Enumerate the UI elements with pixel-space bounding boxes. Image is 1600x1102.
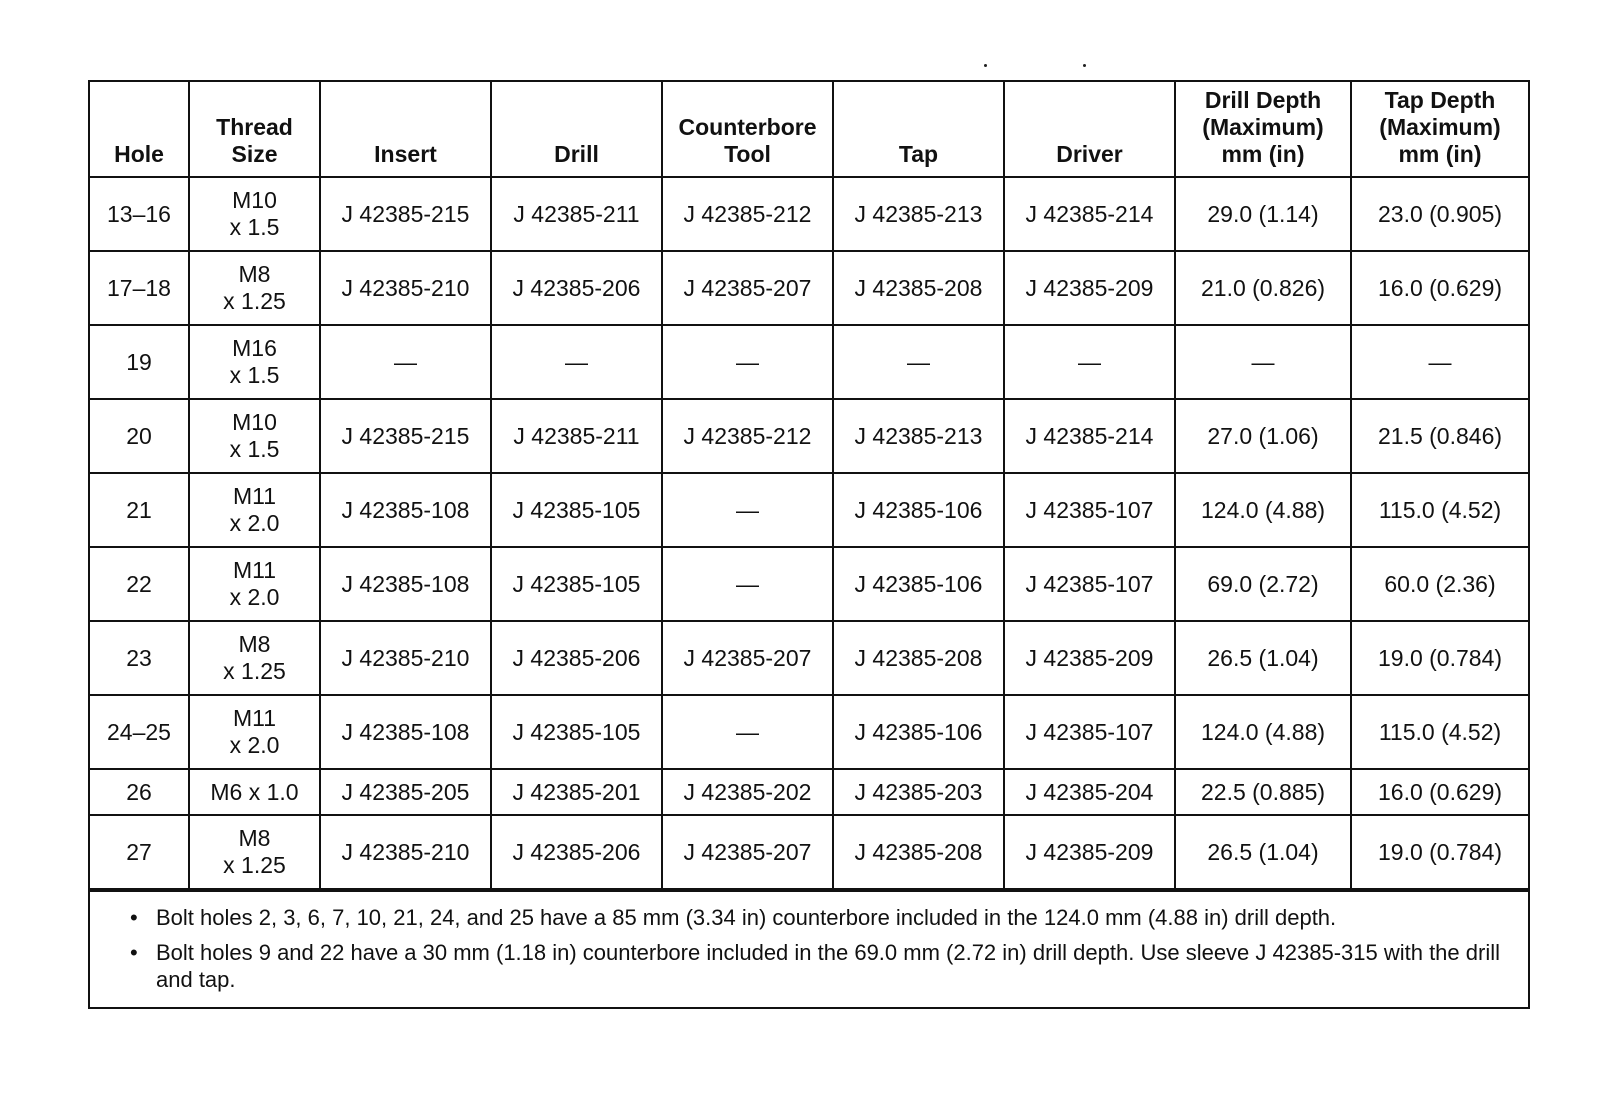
cell-hole: 22 [90,547,189,621]
cell-drill-depth: 29.0 (1.14) [1175,177,1351,251]
table-row [90,473,1528,547]
cell-hole: 23 [90,621,189,695]
cell-hole: 21 [90,473,189,547]
cell-driver: J 42385-209 [1004,251,1175,325]
specification-table-panel [88,80,1530,1009]
cell-drill: J 42385-211 [491,399,662,473]
thread-size-line: M11 [232,483,277,509]
header-thread-size: Thread Size [189,82,320,177]
thread-size-line: M8 [238,825,271,851]
scan-speck [1083,64,1086,67]
thread-size-line: M10 [232,187,277,213]
cell-tap-depth: 60.0 (2.36) [1351,547,1528,621]
header-drill-depth: Drill Depth (Maximum) mm (in) [1175,82,1351,177]
cell-driver: J 42385-107 [1004,695,1175,769]
header-driver: Driver [1004,82,1175,177]
table-row [90,769,1528,815]
cell-tap: J 42385-208 [833,621,1004,695]
cell-drill: J 42385-206 [491,251,662,325]
cell-hole: 26 [90,769,189,815]
cell-driver: J 42385-214 [1004,177,1175,251]
table-row [90,251,1528,325]
thread-size-line: x 1.25 [223,852,286,878]
cell-drill: J 42385-206 [491,815,662,889]
note-text: Bolt holes 9 and 22 have a 30 mm (1.18 in) counterbore included in the 69.0 mm (2.72 in) drill depth. Use sleeve J 42385-315 with the drill and tap. [156,940,1500,992]
thread-size-line: x 1.25 [223,288,286,314]
cell-insert: J 42385-108 [320,695,491,769]
cell-counterbore: J 42385-207 [662,621,833,695]
cell-tap-depth: 19.0 (0.784) [1351,621,1528,695]
cell-drill: J 42385-105 [491,547,662,621]
cell-insert: J 42385-210 [320,251,491,325]
cell-thread [189,251,320,325]
cell-drill-depth: 69.0 (2.72) [1175,547,1351,621]
cell-hole: 20 [90,399,189,473]
cell-insert: J 42385-205 [320,769,491,815]
cell-thread [189,547,320,621]
cell-thread [189,177,320,251]
cell-tap: J 42385-106 [833,547,1004,621]
cell-counterbore: — [662,695,833,769]
cell-counterbore: J 42385-207 [662,815,833,889]
cell-tap: J 42385-106 [833,695,1004,769]
table-row [90,399,1528,473]
thread-size-line: x 2.0 [229,584,280,610]
table-row [90,325,1528,399]
cell-hole: 13–16 [90,177,189,251]
cell-drill-depth: 26.5 (1.04) [1175,815,1351,889]
cell-counterbore: J 42385-212 [662,399,833,473]
header-tap-depth: Tap Depth (Maximum) mm (in) [1351,82,1528,177]
thread-size-line: M8 [238,631,271,657]
table-row [90,815,1528,889]
table-body [90,177,1528,889]
cell-driver: J 42385-107 [1004,547,1175,621]
cell-drill-depth: 21.0 (0.826) [1175,251,1351,325]
cell-thread [189,695,320,769]
thread-size-line: x 1.5 [229,362,280,388]
cell-insert: J 42385-215 [320,177,491,251]
cell-counterbore: J 42385-212 [662,177,833,251]
note-text: Bolt holes 2, 3, 6, 7, 10, 21, 24, and 25 have a 85 mm (3.34 in) counterbore included in the 124.0 mm (4.88 in) drill depth. [156,905,1337,930]
cell-thread [189,769,320,815]
cell-hole: 17–18 [90,251,189,325]
header-drill: Drill [491,82,662,177]
cell-drill: — [491,325,662,399]
thread-size-line: M11 [232,557,277,583]
cell-tap: J 42385-106 [833,473,1004,547]
bullet-icon: • [130,905,138,930]
cell-insert: J 42385-108 [320,547,491,621]
thread-size-line: M11 [232,705,277,731]
cell-insert: J 42385-215 [320,399,491,473]
bullet-icon: • [130,940,138,965]
header-row [90,82,1528,177]
cell-driver: J 42385-107 [1004,473,1175,547]
cell-insert: J 42385-108 [320,473,491,547]
cell-thread [189,815,320,889]
cell-drill-depth: 22.5 (0.885) [1175,769,1351,815]
cell-thread [189,621,320,695]
cell-drill: J 42385-206 [491,621,662,695]
thread-size-line: M10 [232,409,277,435]
cell-drill-depth: 26.5 (1.04) [1175,621,1351,695]
cell-driver: J 42385-204 [1004,769,1175,815]
cell-counterbore: J 42385-202 [662,769,833,815]
cell-drill: J 42385-211 [491,177,662,251]
cell-drill-depth: 124.0 (4.88) [1175,473,1351,547]
cell-drill-depth: 27.0 (1.06) [1175,399,1351,473]
note-item [130,904,1508,931]
cell-counterbore: — [662,325,833,399]
thread-size-line: M6 x 1.0 [210,778,299,805]
cell-thread [189,399,320,473]
cell-tap: J 42385-213 [833,177,1004,251]
thread-repair-tool-table [90,82,1528,890]
table-row [90,177,1528,251]
cell-tap-depth: 16.0 (0.629) [1351,769,1528,815]
cell-counterbore: — [662,547,833,621]
cell-hole: 24–25 [90,695,189,769]
cell-drill-depth: — [1175,325,1351,399]
table-row [90,547,1528,621]
cell-drill-depth: 124.0 (4.88) [1175,695,1351,769]
cell-insert: — [320,325,491,399]
header-tap: Tap [833,82,1004,177]
cell-counterbore: J 42385-207 [662,251,833,325]
cell-tap: J 42385-203 [833,769,1004,815]
cell-driver: J 42385-209 [1004,621,1175,695]
table-row [90,695,1528,769]
cell-drill: J 42385-201 [491,769,662,815]
cell-hole: 27 [90,815,189,889]
thread-size-line: M8 [238,261,271,287]
cell-tap-depth: 21.5 (0.846) [1351,399,1528,473]
header-hole: Hole [90,82,189,177]
cell-counterbore: — [662,473,833,547]
cell-tap-depth: 16.0 (0.629) [1351,251,1528,325]
cell-hole: 19 [90,325,189,399]
cell-drill: J 42385-105 [491,473,662,547]
thread-size-line: x 1.5 [229,436,280,462]
cell-tap-depth: 23.0 (0.905) [1351,177,1528,251]
header-counterbore-tool: Counterbore Tool [662,82,833,177]
cell-drill: J 42385-105 [491,695,662,769]
cell-driver: J 42385-214 [1004,399,1175,473]
thread-size-line: x 2.0 [229,732,280,758]
note-item [130,939,1508,993]
cell-insert: J 42385-210 [320,621,491,695]
cell-thread [189,473,320,547]
table-row [90,621,1528,695]
thread-size-line: x 1.25 [223,658,286,684]
cell-tap: J 42385-213 [833,399,1004,473]
cell-insert: J 42385-210 [320,815,491,889]
cell-thread [189,325,320,399]
thread-size-line: x 1.5 [229,214,280,240]
cell-tap: J 42385-208 [833,815,1004,889]
scan-speck [984,64,987,67]
thread-size-line: x 2.0 [229,510,280,536]
header-insert: Insert [320,82,491,177]
cell-tap-depth: — [1351,325,1528,399]
cell-driver: — [1004,325,1175,399]
cell-tap: — [833,325,1004,399]
notes-section [90,890,1528,1007]
cell-tap-depth: 115.0 (4.52) [1351,695,1528,769]
cell-driver: J 42385-209 [1004,815,1175,889]
cell-tap-depth: 19.0 (0.784) [1351,815,1528,889]
cell-tap: J 42385-208 [833,251,1004,325]
thread-size-line: M16 [232,335,277,361]
cell-tap-depth: 115.0 (4.52) [1351,473,1528,547]
